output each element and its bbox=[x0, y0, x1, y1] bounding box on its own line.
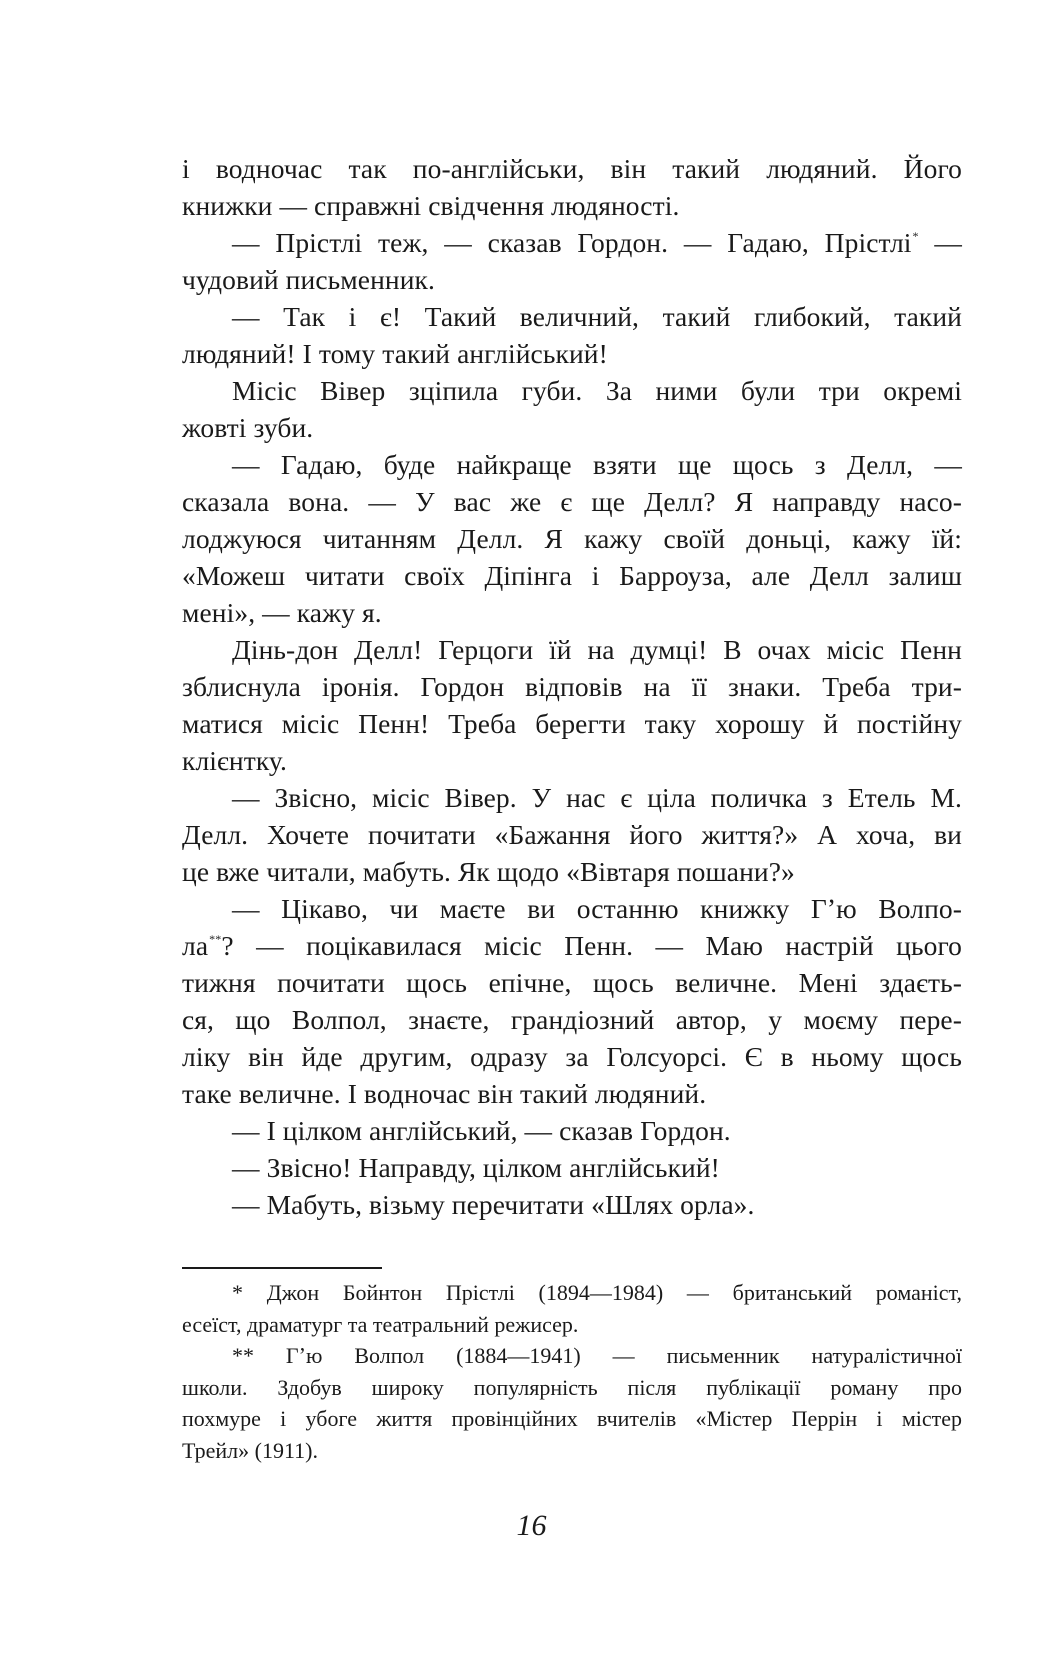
text-line: мені», — кажу я. bbox=[182, 597, 382, 628]
text-line: людяний! І тому такий англійський! bbox=[182, 338, 608, 369]
text-line: тижня почитати щось епічне, щось величне. Мені здаєть- bbox=[182, 967, 962, 998]
page-number: 16 bbox=[516, 1509, 547, 1542]
text-span: — Прістлі теж, — сказав Гордон. — Гадаю, Прістлі bbox=[232, 227, 912, 258]
text-line: — Цікаво, чи маєте ви останню книжку Гʼю Волпо- bbox=[232, 893, 962, 924]
text-line: — Звісно! Направду, цілком англійський! bbox=[232, 1152, 720, 1183]
text-line: Дінь-дон Делл! Герцоги їй на думці! В очах місіс Пенн bbox=[232, 634, 962, 665]
footnote-line: есеїст, драматург та театральний режисер. bbox=[182, 1311, 579, 1337]
footnote-line: ** Гʼю Волпол (1884—1941) — письменник натуралістичної bbox=[232, 1343, 962, 1368]
text-span: ? — поцікавилася місіс Пенн. — Маю настрій цього bbox=[221, 930, 962, 961]
text-line: зблиснула іронія. Гордон відповів на її знаки. Треба три- bbox=[182, 671, 962, 702]
text-line: ліку він йде другим, одразу за Голсуорсі. Є в ньому щось bbox=[182, 1041, 962, 1072]
footnote-line: школи. Здобув широку популярність після публікації роману про bbox=[182, 1374, 962, 1400]
footnote-line: похмуре і убоге життя провінційних вчителів «Містер Перрін і містер bbox=[182, 1406, 962, 1431]
main-text bbox=[182, 150, 962, 1223]
footnotes bbox=[182, 1277, 962, 1466]
text-line: — Мабуть, візьму перечитати «Шлях орла». bbox=[232, 1189, 755, 1220]
text-line: — Звісно, місіс Вівер. У нас є ціла поличка з Етель М. bbox=[232, 782, 962, 813]
text-line bbox=[182, 927, 962, 964]
text-line: «Можеш читати своїх Діпінга і Барроуза, але Делл залиш bbox=[182, 560, 962, 591]
text-line: матися місіс Пенн! Треба берегти таку хорошу й постійну bbox=[182, 708, 962, 739]
footnote-marker: ** bbox=[209, 932, 222, 946]
text-line: Делл. Хочете почитати «Бажання його життя?» А хоча, ви bbox=[182, 819, 962, 850]
text-line: — Так і є! Такий величний, такий глибокий, такий bbox=[232, 301, 962, 332]
text-span: ла bbox=[182, 930, 209, 961]
footnote-marker: * bbox=[912, 229, 919, 243]
text-line bbox=[182, 224, 962, 261]
text-line: Місіс Вівер зціпила губи. За ними були три окремі bbox=[232, 375, 962, 406]
text-line: чудовий письменник. bbox=[182, 264, 435, 295]
text-line: і водночас так по-англійськи, він такий людяний. Його bbox=[182, 153, 962, 184]
footnote-separator bbox=[182, 1267, 382, 1269]
text-line: таке величне. І водночас він такий людяний. bbox=[182, 1078, 707, 1109]
text-span: — bbox=[918, 227, 963, 258]
text-line: книжки — справжні свідчення людяності. bbox=[182, 190, 680, 221]
text-line: сказала вона. — У вас же є ще Делл? Я направду насо- bbox=[182, 486, 962, 517]
text-line: — І цілком англійський, — сказав Гордон. bbox=[232, 1115, 731, 1146]
text-line: клієнтку. bbox=[182, 745, 288, 776]
footnote-line: Трейл» (1911). bbox=[182, 1437, 318, 1463]
text-line: це вже читали, мабуть. Як щодо «Вівтаря пошани?» bbox=[182, 856, 795, 887]
text-line: лоджуюся читанням Делл. Я кажу своїй доньці, кажу їй: bbox=[182, 523, 962, 554]
text-line: — Гадаю, буде найкраще взяти ще щось з Делл, — bbox=[232, 449, 962, 480]
text-line: ся, що Волпол, знаєте, грандіозний автор, у моєму пере- bbox=[182, 1004, 962, 1035]
text-line: жовті зуби. bbox=[182, 412, 314, 443]
footnote-line: * Джон Бойнтон Прістлі (1894—1984) — британський романіст, bbox=[232, 1280, 962, 1305]
